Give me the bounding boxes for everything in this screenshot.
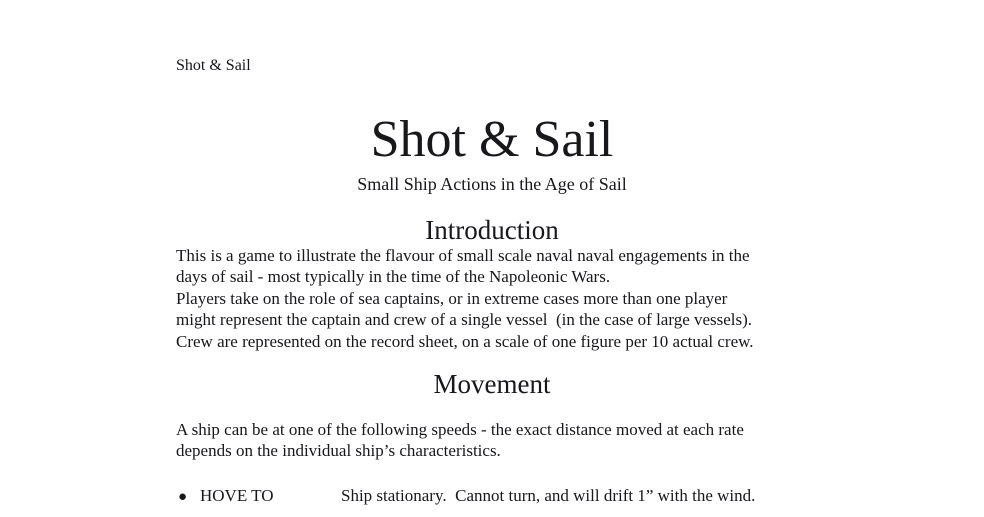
paragraph-line: might represent the captain and crew of a single vessel (in the case of large vessels). bbox=[176, 310, 753, 330]
paragraph-line: Players take on the role of sea captains, or in extreme cases more than one player bbox=[176, 288, 728, 308]
document-title: Shot & Sail bbox=[370, 111, 614, 168]
speed-term: HOVE TO bbox=[200, 485, 274, 505]
speed-list-item-hove-to bbox=[176, 485, 808, 508]
paragraph-line: This is a game to illustrate the flavour of small scale naval naval engagements in the bbox=[176, 246, 750, 265]
paragraph-line: days of sail - most typically in the time of the Napoleonic Wars. bbox=[176, 267, 611, 287]
page-header-text: Shot & Sail bbox=[176, 57, 251, 74]
document-subtitle: Small Ship Actions in the Age of Sail bbox=[357, 174, 627, 194]
paragraph-line: A ship can be at one of the following speeds - the exact distance moved at each rate bbox=[176, 420, 744, 440]
paragraph-line: Crew are represented on the record sheet, on a scale of one figure per 10 actual crew. bbox=[176, 331, 754, 351]
movement-paragraph bbox=[176, 419, 808, 462]
introduction-paragraph bbox=[176, 245, 808, 352]
paragraph-line: depends on the individual ship’s characteristics. bbox=[176, 441, 501, 461]
section-heading-introduction: Introduction bbox=[425, 215, 559, 245]
speed-description: Ship stationary. Cannot turn, and will drift 1” with the wind. bbox=[341, 485, 756, 505]
section-heading-movement: Movement bbox=[433, 369, 551, 400]
bullet-icon: ● bbox=[178, 488, 188, 505]
